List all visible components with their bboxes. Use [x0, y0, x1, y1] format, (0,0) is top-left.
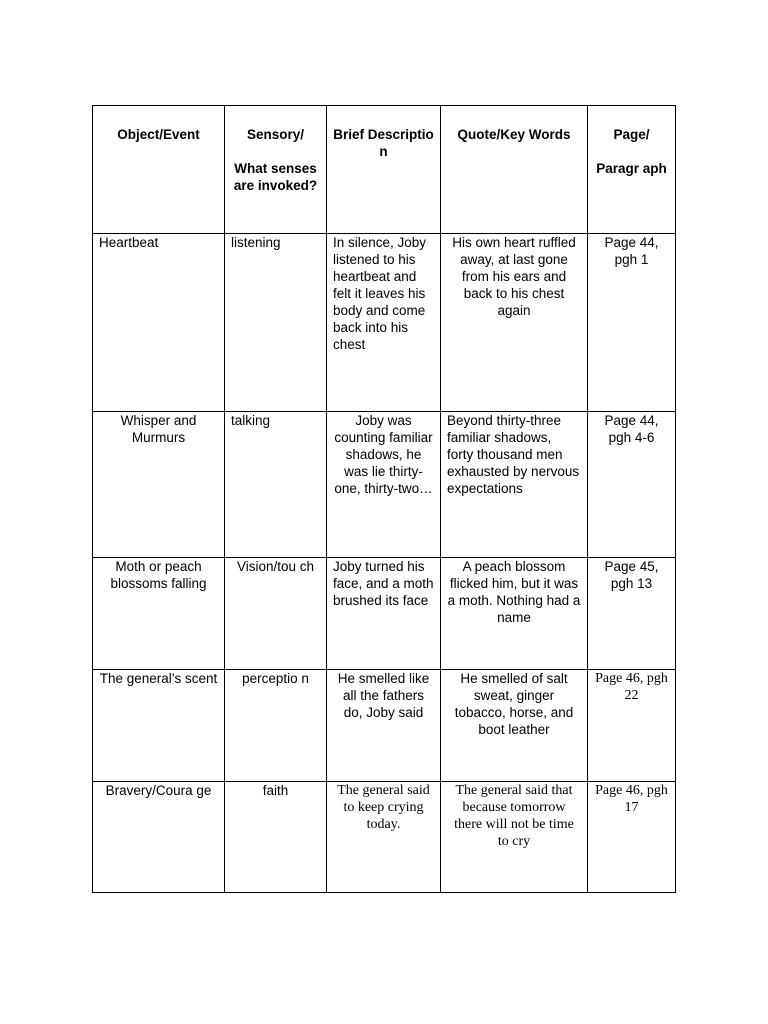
cell-quote: The general said that because tomorrow there will not be time to cry	[441, 782, 588, 893]
cell-page: Page 45, pgh 13	[588, 558, 676, 670]
cell-object: Bravery/Coura ge	[93, 782, 225, 893]
cell-brief: In silence, Joby listened to his heartbeat and felt it leaves his body and come back into his chest	[327, 234, 441, 412]
cell-page: Page 46, pgh 17	[588, 782, 676, 893]
table-row	[93, 234, 676, 412]
cell-object: Moth or peach blossoms falling	[93, 558, 225, 670]
cell-object: Heartbeat	[93, 234, 225, 412]
cell-page: Page 44, pgh 4-6	[588, 412, 676, 558]
cell-quote: His own heart ruffled away, at last gone from his ears and back to his chest again	[441, 234, 588, 412]
cell-page: Page 44, pgh 1	[588, 234, 676, 412]
cell-sensory: listening	[225, 234, 327, 412]
cell-object: The general’s scent	[93, 670, 225, 782]
header-sensory	[225, 106, 327, 234]
header-sensory-title: Sensory/	[246, 127, 305, 142]
header-object-event: Object/Event	[93, 106, 225, 234]
header-quote-key-words: Quote/Key Words	[441, 106, 588, 234]
cell-brief: Joby was counting familiar shadows, he was lie thirty-one, thirty-two…	[327, 412, 441, 558]
cell-quote: He smelled of salt sweat, ginger tobacco, horse, and boot leather	[441, 670, 588, 782]
cell-sensory: faith	[225, 782, 327, 893]
table-header-row	[93, 106, 676, 234]
cell-page: Page 46, pgh 22	[588, 670, 676, 782]
cell-brief: He smelled like all the fathers do, Joby said	[327, 670, 441, 782]
cell-sensory: perceptio n	[225, 670, 327, 782]
header-brief-description: Brief Descriptio n	[327, 106, 441, 234]
cell-sensory: talking	[225, 412, 327, 558]
sensory-details-table	[92, 105, 676, 893]
table-row	[93, 412, 676, 558]
cell-sensory: Vision/tou ch	[225, 558, 327, 670]
header-page-title: Page/	[613, 127, 650, 142]
cell-brief: Joby turned his face, and a moth brushed its face	[327, 558, 441, 670]
cell-quote: A peach blossom flicked him, but it was a moth. Nothing had a name	[441, 558, 588, 670]
header-page-paragraph	[588, 106, 676, 234]
header-paragraph-title: Paragr aph	[596, 161, 667, 176]
table-row	[93, 670, 676, 782]
cell-brief: The general said to keep crying today.	[327, 782, 441, 893]
table-row	[93, 558, 676, 670]
cell-quote: Beyond thirty-three familiar shadows, forty thousand men exhausted by nervous expectations	[441, 412, 588, 558]
cell-object: Whisper and Murmurs	[93, 412, 225, 558]
table-row	[93, 782, 676, 893]
header-sensory-subtitle: What senses are invoked?	[233, 161, 318, 193]
